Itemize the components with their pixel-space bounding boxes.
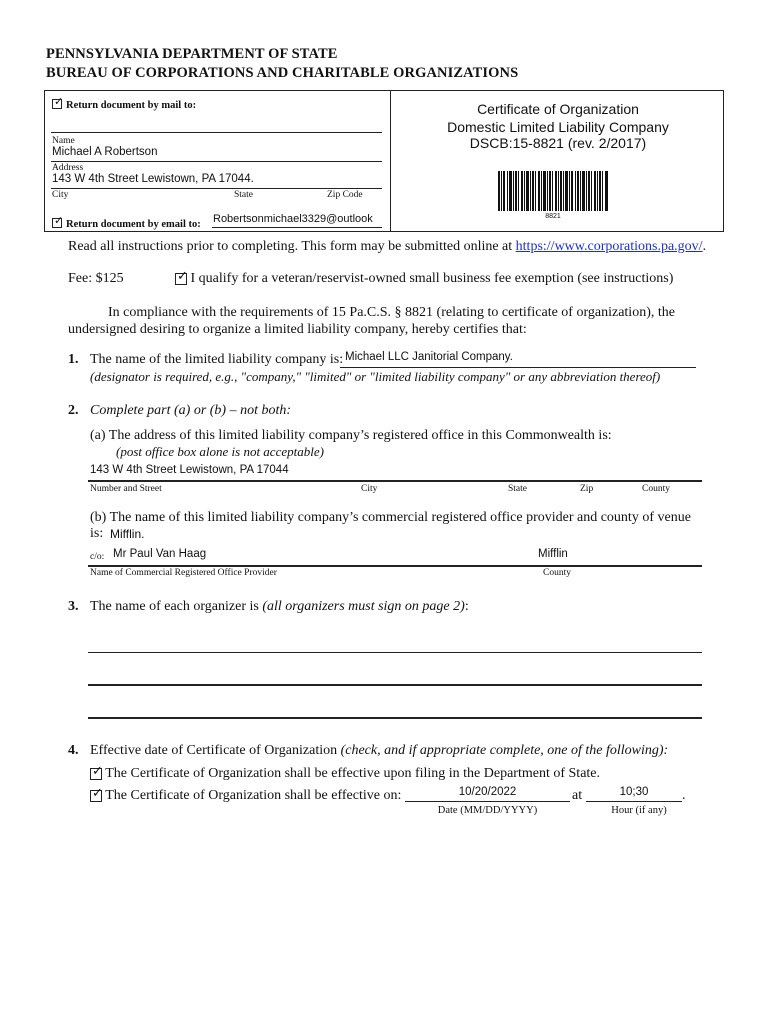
organizer-line-2[interactable]: [88, 684, 702, 686]
col-zip: Zip: [580, 484, 594, 494]
instructions: [68, 239, 706, 255]
item2-heading: Complete part (a) or (b) – not both:: [90, 403, 292, 418]
check-icon: ✓: [92, 785, 103, 801]
col-number-street: Number and Street: [90, 484, 162, 494]
item2a-text: (a) The address of this limited liability company’s registered office in this Commonwealth is:: [90, 428, 612, 443]
item4-text: Effective date of Certificate of Organization: [90, 743, 341, 758]
name-line: [51, 161, 382, 162]
check-icon: ✓: [92, 763, 103, 779]
address-label: Address: [52, 163, 84, 173]
item3-row: [90, 599, 469, 615]
item2-number: 2.: [68, 403, 79, 418]
col-city: City: [361, 484, 378, 494]
check-icon: ✓: [177, 268, 188, 284]
effective-on-row: [90, 785, 402, 804]
organizer-line-3[interactable]: [88, 717, 702, 719]
name-field[interactable]: Michael A Robertson: [52, 146, 158, 158]
llc-name-field[interactable]: Michael LLC Janitorial Company.: [345, 351, 513, 363]
fee-label: Fee: $125: [68, 271, 124, 286]
address-field[interactable]: 143 W 4th Street Lewistown, PA 17044.: [52, 173, 254, 185]
online-filing-link[interactable]: https://www.corporations.pa.gov/: [515, 239, 703, 254]
return-by-mail-row: [52, 95, 196, 113]
item4-number: 4.: [68, 743, 79, 758]
email-field[interactable]: Robertsonmichael3329@outlook: [213, 213, 373, 225]
item3-text: The name of each organizer is: [90, 599, 263, 614]
fee-exemption-text: I qualify for a veteran/reservist-owned small business fee exemption (see instructions): [190, 271, 674, 286]
instructions-text: Read all instructions prior to completing. This form may be submitted online at: [68, 239, 516, 254]
mail-label: Return document by mail to:: [66, 100, 197, 111]
venue-county-inline[interactable]: Mifflin.: [110, 527, 145, 541]
check-icon: ✓: [54, 95, 64, 109]
effective-date-field[interactable]: 10/20/2022: [458, 786, 517, 798]
date-line: [405, 801, 570, 802]
provider-name-field[interactable]: Mr Paul Van Haag: [113, 548, 207, 560]
registered-office-address-field[interactable]: 143 W 4th Street Lewistown, PA 17044: [90, 464, 289, 476]
certificate-code: DSCB:15-8821 (rev. 2/2017): [469, 135, 647, 151]
llc-name-line: [340, 367, 696, 368]
provider-line: [88, 565, 702, 567]
item2a-note: (post office box alone is not acceptable): [116, 444, 324, 459]
effective-upon-filing-text: The Certificate of Organization shall be effective upon filing in the Department of State.: [105, 766, 601, 781]
certificate-title: Certificate of Organization: [477, 101, 639, 117]
address-line: [51, 188, 382, 189]
item2b-is: is:: [90, 526, 104, 541]
bureau-title: BUREAU OF CORPORATIONS AND CHARITABLE ORGANIZATIONS: [46, 65, 519, 81]
name-label: Name: [52, 136, 75, 146]
item1-number: 1.: [68, 352, 79, 367]
hour-period: .: [682, 788, 686, 803]
item4-note: (check, and if appropriate complete, one of the following):: [340, 743, 669, 758]
certificate-subtitle: Domestic Limited Liability Company: [447, 119, 669, 135]
col-county-2b: County: [543, 568, 571, 578]
address-line-2a: [88, 480, 702, 482]
item3-colon: :: [464, 599, 469, 614]
col-county: County: [642, 484, 670, 494]
effective-hour-field[interactable]: 10;30: [619, 786, 649, 798]
email-label: Return document by email to:: [66, 219, 201, 230]
item1-note: (designator is required, e.g., "company," "limited" or "limited liability company" or any abbreviation thereof): [90, 369, 661, 384]
fee-exemption-checkbox[interactable]: [175, 268, 188, 285]
provider-county-field[interactable]: Mifflin: [538, 548, 568, 560]
barcode-image: [498, 171, 608, 211]
zip-label: Zip Code: [327, 190, 363, 200]
item3-number: 3.: [68, 599, 79, 614]
item3-note: (all organizers must sign on page 2): [262, 599, 465, 614]
col-state: State: [508, 484, 527, 494]
state-label: State: [234, 190, 253, 200]
item4-row: [90, 743, 668, 759]
effective-on-checkbox[interactable]: [90, 785, 103, 802]
date-label: Date (MM/DD/YYYY): [437, 805, 538, 816]
mail-checkbox[interactable]: [52, 95, 64, 109]
effective-on-text: The Certificate of Organization shall be effective on:: [105, 788, 402, 803]
email-checkbox[interactable]: [52, 214, 64, 228]
city-label: City: [52, 190, 69, 200]
compliance-line2: undersigned desiring to organize a limited liability company, hereby certifies that:: [68, 322, 527, 337]
co-label: c/o:: [90, 552, 105, 562]
col-provider-name: Name of Commercial Registered Office Provider: [90, 568, 277, 578]
item2b-text: (b) The name of this limited liability company’s commercial registered office provider and county of venue: [90, 510, 691, 525]
effective-upon-filing-row: [90, 763, 601, 782]
organizer-line-1[interactable]: [88, 652, 702, 653]
box-divider: [390, 90, 391, 232]
email-line: [212, 227, 382, 228]
compliance-line1: In compliance with the requirements of 15 Pa.C.S. § 8821 (relating to certificate of organization), the: [108, 305, 675, 320]
fee-exemption-row: [175, 268, 674, 287]
mail-line: [51, 132, 382, 133]
hour-label: Hour (if any): [611, 805, 667, 816]
barcode-number: 8821: [545, 213, 561, 220]
department-title: PENNSYLVANIA DEPARTMENT OF STATE: [46, 46, 338, 62]
return-by-email-row: [52, 214, 201, 232]
item1-text: The name of the limited liability company is:: [90, 352, 344, 367]
instructions-end: .: [702, 239, 707, 254]
hour-line: [586, 801, 682, 802]
at-label: at: [572, 788, 583, 803]
check-icon: ✓: [54, 214, 64, 228]
effective-upon-filing-checkbox[interactable]: [90, 763, 103, 780]
